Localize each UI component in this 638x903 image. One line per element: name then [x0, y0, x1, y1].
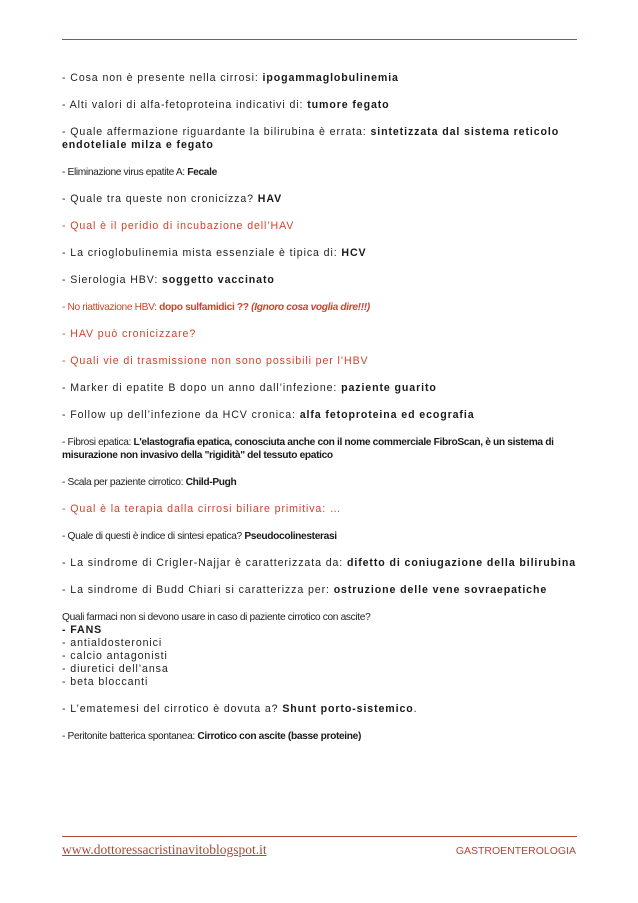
item-2: - Alti valori di alfa-fetoproteina indicativi di: tumore fegato [62, 99, 390, 111]
item-19: - La sindrome di Budd Chiari si caratterizza per: ostruzione delle vene sovraepatiche [62, 584, 548, 596]
footer-rule [62, 836, 577, 837]
item-13: - Follow up dell’infezione da HCV cronica: alfa fetoproteina ed ecografia [62, 409, 475, 421]
item-17: - Quale di questi è indice di sintesi epatica? Pseudocolinesterasi [62, 531, 337, 542]
farmaci-item-5: - beta bloccanti [62, 676, 149, 688]
farmaci-item-4: - diuretici dell’ansa [62, 663, 169, 675]
item-1: - Cosa non è presente nella cirrosi: ipogammaglobulinemia [62, 72, 399, 84]
footer-section-label: GASTROENTEROLOGIA [455, 845, 576, 857]
item-3: - Quale affermazione riguardante la bilirubina è errata: sintetizzata dal sistema reticolo endoteliale milza e fegato [62, 126, 560, 151]
item-14: - Fibrosi epatica: L'elastografia epatica, conosciuta anche con il nome commerciale FibroScan, è un sistema di misurazione non invasivo della "rigidità" del tessuto epatico [62, 437, 554, 461]
item-12: - Marker di epatite B dopo un anno dall’infezione: paziente guarito [62, 382, 437, 394]
item-ematemesi: - L’ematemesi del cirrotico è dovuta a? Shunt porto-sistemico. [62, 703, 418, 715]
farmaci-item-1: - FANS [62, 624, 103, 636]
footer-blog-link[interactable]: www.dottoressacristinavitoblogspot.it [62, 842, 267, 857]
item-peritonite: - Peritonite batterica spontanea: Cirrotico con ascite (basse proteine) [62, 731, 362, 742]
item-8: - Sierologia HBV: soggetto vaccinato [62, 274, 275, 286]
item-11: - Quali vie di trasmissione non sono possibili per l’HBV [62, 355, 369, 367]
header-rule [62, 39, 577, 40]
farmaci-section [62, 611, 577, 689]
item-5: - Quale tra queste non cronicizza? HAV [62, 193, 283, 205]
farmaci-item-3: - calcio antagonisti [62, 650, 168, 662]
item-16: - Qual è la terapia dalla cirrosi biliare primitiva: … [62, 503, 342, 515]
item-6: - Qual è il peridio di incubazione dell’HAV [62, 220, 295, 232]
item-9: - No riattivazione HBV: dopo sulfamidici ?? (Ignoro cosa voglia dire!!!) [62, 302, 370, 313]
item-10: - HAV può cronicizzare? [62, 328, 197, 340]
item-18: - La sindrome di Crigler-Najjar è caratterizzata da: difetto di coniugazione della bilirubina [62, 557, 577, 569]
item-4: - Eliminazione virus epatite A: Fecale [62, 167, 217, 178]
farmaci-item-2: - antialdosteronici [62, 637, 163, 649]
farmaci-question: Quali farmaci non si devono usare in caso di paziente cirrotico con ascite? [62, 612, 371, 623]
item-15: - Scala per paziente cirrotico: Child-Pugh [62, 477, 237, 488]
page-content [62, 72, 577, 757]
item-7: - La crioglobulinemia mista essenziale è tipica di: HCV [62, 247, 367, 259]
